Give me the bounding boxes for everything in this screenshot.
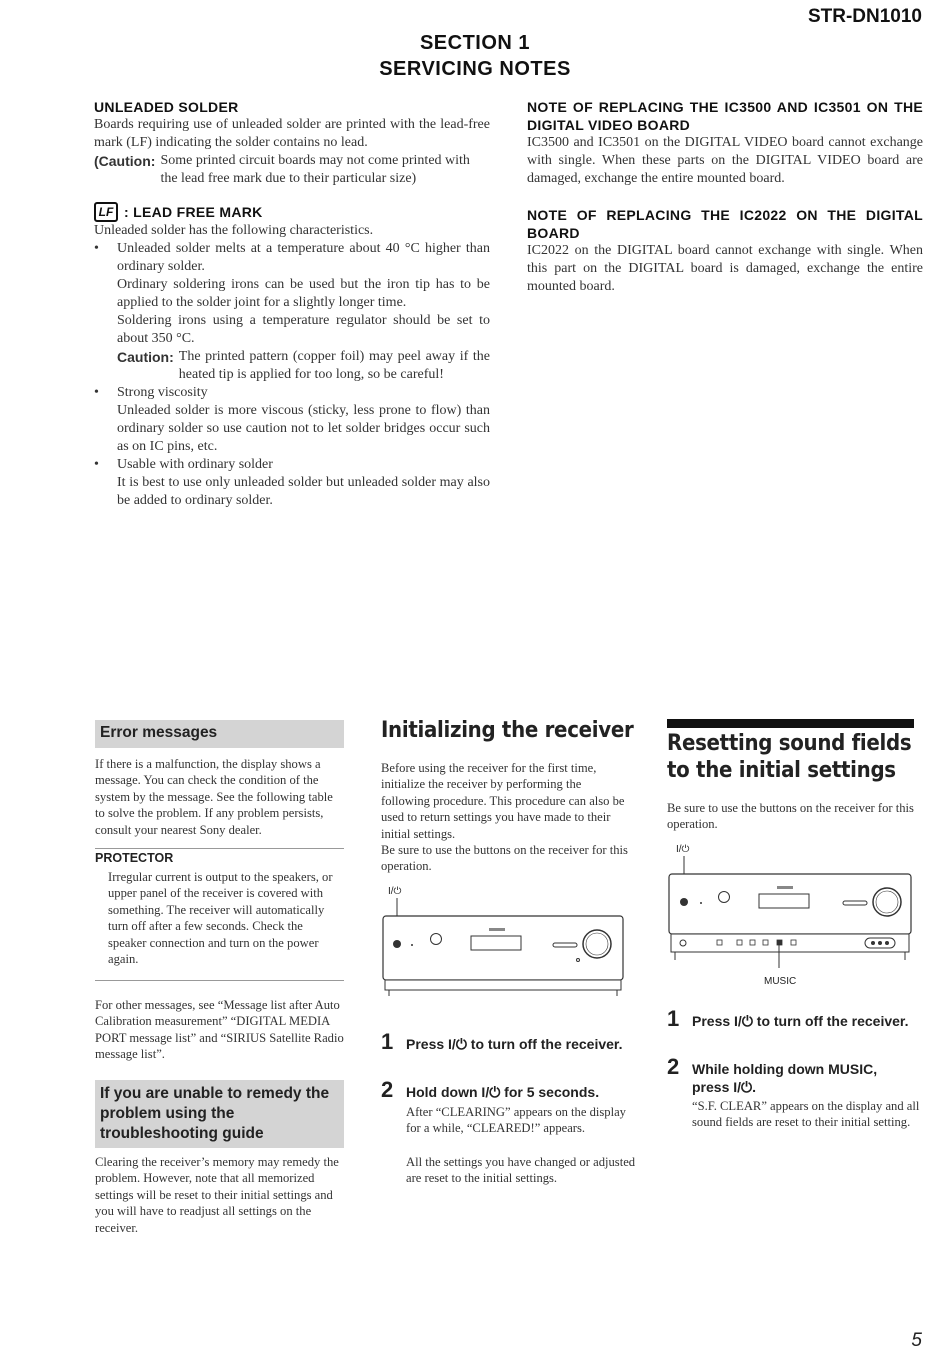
- section-number: SECTION 1: [419, 32, 531, 54]
- caution-text: The printed pattern (copper foil) may peel away if the heated tip is applied for too long, so be careful!: [178, 349, 490, 382]
- receiver-front-panel-illustration: [667, 856, 915, 968]
- error-messages-body: If there is a malfunction, the display shows a message. You can check the condition of the system by the message. See the following table to solve the problem. If any problem persists, consult your nearest Sony dealer.: [95, 757, 333, 837]
- music-label: MUSIC: [764, 976, 797, 987]
- bullet-text: Ordinary soldering irons can be used but the iron tip has to be applied to the solder joint for a slightly longer time.: [117, 277, 490, 310]
- bullet-text: Unleaded solder melts at a temperature about 40 °C higher than ordinary solder.: [117, 241, 490, 274]
- model-number: STR-DN1010: [807, 6, 922, 27]
- bullet-title: Usable with ordinary solder: [117, 457, 273, 472]
- init-step-1: [381, 1031, 631, 1053]
- remedy-body: Clearing the receiver’s memory may remedy the problem. However, note that all memorized settings will be reset to their initial settings and you will have to readjust all settings on the receiver.: [95, 1155, 339, 1235]
- caution-text: Some printed circuit boards may not come printed with the lead free mark due to their particular size): [160, 153, 470, 186]
- power-label: I/⏻: [676, 844, 690, 855]
- power-button-icon: [680, 898, 688, 906]
- bullet-viscosity: • Strong viscosity Unleaded solder is more viscous (sticky, less prone to flow) than ordinary solder so use caution not to let solder bridges occur such as on IC pins, etc.: [94, 385, 490, 454]
- step-text: Hold down I/⏻ for 5 seconds.: [406, 1084, 600, 1100]
- init-step-2-description: After “CLEARING” appears on the display for a while, “CLEARED!” appears.: [406, 1105, 626, 1136]
- section-title: SERVICING NOTES: [379, 58, 571, 80]
- initializing-body-2: Be sure to use the buttons on the receiver for this operation.: [381, 843, 628, 874]
- divider: [95, 980, 344, 981]
- step-text: While holding down MUSIC, press I/⏻.: [692, 1061, 878, 1095]
- heading-rule: [667, 719, 914, 728]
- divider: [95, 848, 344, 849]
- step-number: 2: [667, 1054, 680, 1079]
- unleaded-solder-section: [94, 98, 490, 510]
- unleaded-solder-title: UNLEADED SOLDER: [94, 99, 239, 115]
- caution-label: (Caution:: [94, 153, 156, 169]
- bullet-melting: • Unleaded solder melts at a temperature about 40 °C higher than ordinary solder. Ordinary soldering irons can be used but the iron tip has to be applied to the solder joint for a slightly longer time. Soldering irons using a temperature regulator should be set to about 350 °C. Caution: The printed pattern (copper foil) may peel away if the heated tip is applied for too long, so be careful!: [94, 241, 490, 382]
- init-step-2-description-2: All the settings you have changed or adjusted are reset to the initial settings.: [406, 1155, 636, 1186]
- reset-step-2-description: “S.F. CLEAR” appears on the display and all sound fields are reset to their initial setting.: [692, 1099, 920, 1130]
- step-text: Press I/⏻ to turn off the receiver.: [692, 1013, 909, 1029]
- lead-free-intro: Unleaded solder has the following characteristics.: [94, 223, 374, 238]
- section-heading: [0, 30, 950, 82]
- remedy-heading: If you are unable to remedy the problem using the troubleshooting guide: [95, 1080, 344, 1148]
- other-messages-note: For other messages, see “Message list after Auto Calibration measurement” “DIGITAL MEDIA PORT message list” and “SIRIUS Satellite Radio message list”.: [95, 998, 344, 1062]
- step-text: Press I/⏻ to turn off the receiver.: [406, 1036, 623, 1052]
- resetting-body: Be sure to use the buttons on the receiver for this operation.: [667, 801, 914, 832]
- bullet-text: It is best to use only unleaded solder but unleaded solder may also be added to ordinary solder.: [117, 475, 490, 508]
- music-button-icon: [777, 940, 782, 945]
- reset-step-1: [667, 1008, 917, 1030]
- reset-step-2: [667, 1056, 917, 1096]
- resetting-title: Resetting sound fields to the initial settings: [667, 731, 912, 783]
- protector-body: Irregular current is output to the speakers, or upper panel of the receiver is covered with something. The receiver will automatically turn off after a few seconds. Check the speaker connection and turn on the power again.: [108, 870, 333, 967]
- bullet-text: Soldering irons using a temperature regulator should be set to about 350 °C.: [117, 313, 490, 346]
- unleaded-caution: [94, 152, 490, 188]
- initializing-title: Initializing the receiver: [381, 718, 634, 743]
- lead-free-title: : LEAD FREE MARK: [124, 204, 263, 220]
- power-button-icon: [393, 940, 401, 948]
- note-ic3500-body: IC3500 and IC3501 on the DIGITAL VIDEO board cannot exchange with single. When these parts on the DIGITAL VIDEO board are damaged, exchange the entire mounted board.: [527, 135, 923, 186]
- initializing-body: Before using the receiver for the first time, initialize the receiver by performing the following procedure. This procedure can also be used to return settings you have made to their initial settings.: [381, 761, 625, 841]
- bullet-usable: • Usable with ordinary solder It is best to use only unleaded solder but unleaded solder may also be added to ordinary solder.: [94, 457, 490, 508]
- bullet-title: Strong viscosity: [117, 385, 208, 400]
- lead-free-icon: LF: [94, 202, 118, 222]
- bullet-caution: [117, 348, 490, 384]
- note-ic2022-body: IC2022 on the DIGITAL board cannot exchange with single. When this part on the DIGITAL board is damaged, exchange the entire mounted board.: [527, 243, 923, 294]
- error-messages-heading: Error messages: [95, 720, 344, 748]
- caution-label: Caution:: [117, 349, 174, 365]
- receiver-front-panel-illustration: [381, 898, 625, 1002]
- bullet-text: Unleaded solder is more viscous (sticky, less prone to flow) than ordinary solder so use caution not to let solder bridges occur such as on IC pins, etc.: [117, 403, 490, 454]
- protector-title: PROTECTOR: [95, 851, 174, 865]
- replacement-notes: [527, 98, 923, 296]
- step-number: 1: [381, 1029, 394, 1054]
- lead-free-heading: [94, 202, 490, 222]
- note-ic3500-title: NOTE OF REPLACING THE IC3500 AND IC3501 ON THE DIGITAL VIDEO BOARD: [527, 99, 923, 133]
- init-step-2: [381, 1079, 631, 1101]
- unleaded-solder-body: Boards requiring use of unleaded solder are printed with the lead-free mark (LF) indicating the solder contains no lead.: [94, 117, 490, 150]
- note-ic2022-title: NOTE OF REPLACING THE IC2022 ON THE DIGITAL BOARD: [527, 207, 923, 241]
- step-number: 2: [381, 1077, 394, 1102]
- step-number: 1: [667, 1006, 680, 1031]
- power-label: I/⏻: [388, 886, 402, 897]
- page-number: 5: [911, 1330, 922, 1351]
